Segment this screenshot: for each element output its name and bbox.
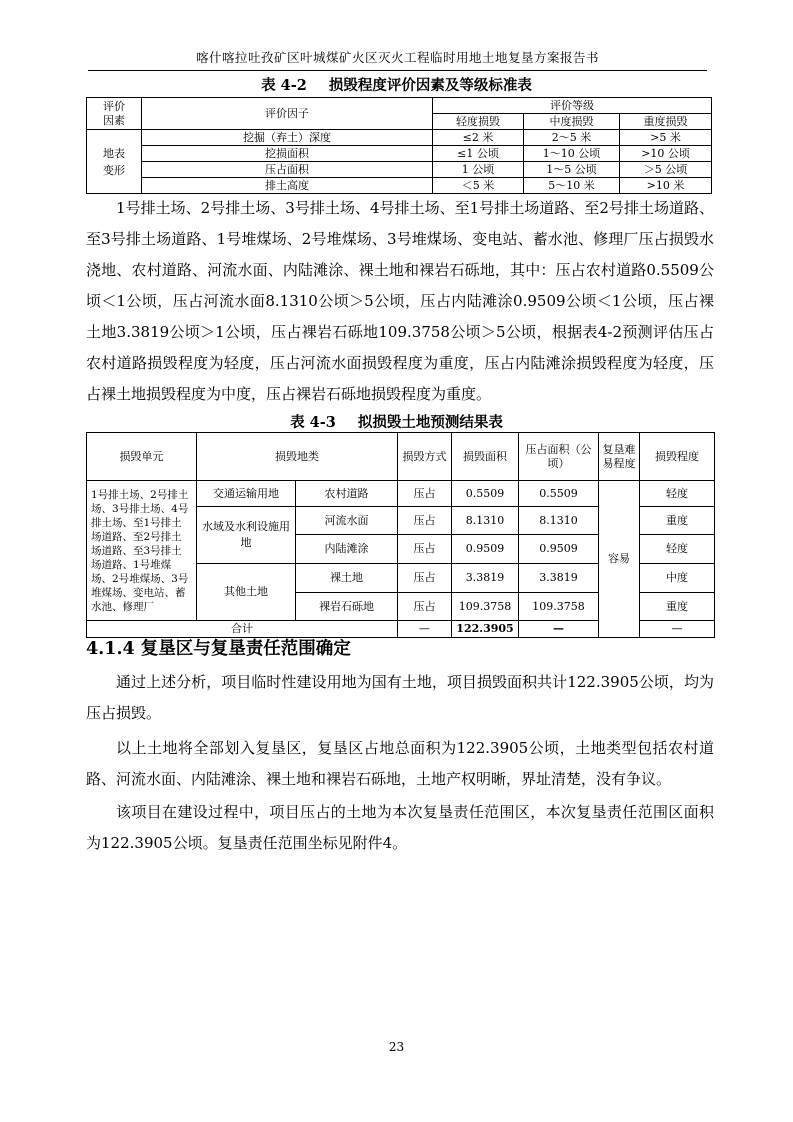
t42-cell: 1～5 公顷 xyxy=(524,162,620,178)
t43-method: 压占 xyxy=(398,593,452,621)
t43-head-method: 损毁方式 xyxy=(398,433,452,481)
t43-total-label: 合计 xyxy=(87,621,398,638)
t43-head-degree: 损毁程度 xyxy=(640,433,715,481)
t42-cell: ≤2 米 xyxy=(433,130,524,146)
paragraph-1: 1号排土场、2号排土场、3号排土场、4号排土场、至1号排土场道路、至2号排土场道路、至3号排土场道路、1号堆煤场、2号堆煤场、3号堆煤场、变电站、蓄水池、修理厂压占损毁水浇地、农村道路、河流水面、内陆滩涂、裸土地和裸岩石砾地，其中：压占农村道路0.5509公顷＜1公顷，压占河流水面8.1310公顷＞5公顷，压占内陆滩涂0.9509公顷＜1公顷，压占裸土地3.3819公顷＞1公顷，压占裸岩石砾地109.3758公顷＞5公顷，根据表4-2预测评估压占农村道路损毁程度为轻度，压占河流水面损毁程度为重度，压占内陆滩涂损毁程度为轻度，压占裸土地损毁程度为中度，压占裸岩石砾地损毁程度为重度。 xyxy=(86,199,714,403)
t43-total-pressed: — xyxy=(519,621,599,638)
t42-cell: ＜5 米 xyxy=(433,178,524,194)
t43-method: 压占 xyxy=(398,564,452,593)
t42-factor: 挖掘（弃土）深度 xyxy=(142,130,433,146)
paragraph-2: 通过上述分析，项目临时性建设用地为国有土地，项目损毁面积共计122.3905公顷，均为压占损毁。 xyxy=(86,673,714,722)
t43-pressed: 109.3758 xyxy=(519,593,599,621)
t43-pressed: 0.9509 xyxy=(519,535,599,564)
t42-factor: 排土高度 xyxy=(142,178,433,194)
t42-cell: ＞5 公顷 xyxy=(620,162,712,178)
t42-cell: 2～5 米 xyxy=(524,130,620,146)
paragraph-3: 以上土地将全部划入复垦区，复垦区占地总面积为122.3905公顷，土地类型包括农村道路、河流水面、内陆滩涂、裸土地和裸岩石砾地，土地产权明晰，界址清楚，没有争议。 xyxy=(86,739,714,788)
t42-cell: ≤1 公顷 xyxy=(433,146,524,162)
table-4-3-title: 拟损毁土地预测结果表 xyxy=(357,414,503,431)
t43-area: 0.5509 xyxy=(452,481,519,507)
t43-category-transport: 交通运输用地 xyxy=(197,481,296,507)
t43-total-degree: — xyxy=(640,621,715,638)
table-4-3-caption xyxy=(0,411,793,432)
t43-pressed: 8.1310 xyxy=(519,507,599,535)
table-4-2 xyxy=(86,97,712,194)
t43-degree: 重度 xyxy=(640,593,715,621)
table-4-2-title: 损毁程度评价因素及等级标准表 xyxy=(328,77,532,94)
t43-category-other: 其他土地 xyxy=(197,564,296,621)
t43-degree: 轻度 xyxy=(640,481,715,507)
t42-factor: 压占面积 xyxy=(142,162,433,178)
t42-group-label: 地表变形 xyxy=(87,130,142,194)
t42-factor: 挖损面积 xyxy=(142,146,433,162)
t43-degree: 轻度 xyxy=(640,535,715,564)
t42-grade-heavy: 重度损毁 xyxy=(620,114,712,130)
t42-cell: >10 公顷 xyxy=(620,146,712,162)
t43-total-method: — xyxy=(398,621,452,638)
t43-degree: 中度 xyxy=(640,564,715,593)
table-4-3-number: 表 4-3 xyxy=(290,414,336,431)
t43-degree: 重度 xyxy=(640,507,715,535)
t43-total-area: 122.3905 xyxy=(452,621,519,638)
table-4-3 xyxy=(86,432,715,638)
section-heading: 4.1.4 复垦区与复垦责任范围确定 xyxy=(86,639,351,659)
t43-head-pressed-area: 压占面积（公顷） xyxy=(519,433,599,481)
t43-unit-list: 1号排土场、2号排土场、3号排土场、4号排土场、至1号排土场道路、至2号排土场道路、至3号排土场道路、1号堆煤场、2号堆煤场、3号堆煤场、变电站、蓄水池、修理厂 xyxy=(87,481,197,621)
running-header: 喀什喀拉吐孜矿区叶城煤矿火区灭火工程临时用地土地复垦方案报告书 xyxy=(88,48,707,71)
t42-cell: 1～10 公顷 xyxy=(524,146,620,162)
t43-method: 压占 xyxy=(398,507,452,535)
t43-head-difficulty: 复垦难易程度 xyxy=(599,433,640,481)
t43-head-area: 损毁面积 xyxy=(452,433,519,481)
t43-head-land-type: 损毁地类 xyxy=(197,433,398,481)
t43-subtype: 裸土地 xyxy=(296,564,398,593)
t43-pressed: 3.3819 xyxy=(519,564,599,593)
t43-area: 109.3758 xyxy=(452,593,519,621)
t42-cell: >10 米 xyxy=(620,178,712,194)
t42-head-factor: 评价因子 xyxy=(142,98,433,130)
t43-subtype: 农村道路 xyxy=(296,481,398,507)
t43-pressed: 0.5509 xyxy=(519,481,599,507)
t43-method: 压占 xyxy=(398,535,452,564)
t43-area: 3.3819 xyxy=(452,564,519,593)
table-4-2-number: 表 4-2 xyxy=(261,77,307,94)
t42-head-factor-group: 评价因素 xyxy=(87,98,142,130)
t43-difficulty: 容易 xyxy=(599,481,640,638)
t43-subtype: 裸岩石砾地 xyxy=(296,593,398,621)
t43-subtype: 内陆滩涂 xyxy=(296,535,398,564)
t42-cell: >5 米 xyxy=(620,130,712,146)
t42-cell: 1 公顷 xyxy=(433,162,524,178)
table-4-2-caption xyxy=(0,74,793,95)
t43-area: 8.1310 xyxy=(452,507,519,535)
t43-area: 0.9509 xyxy=(452,535,519,564)
t43-method: 压占 xyxy=(398,481,452,507)
paragraph-4: 该项目在建设过程中，项目压占的土地为本次复垦责任范围区，本次复垦责任范围区面积为122.3905公顷。复垦责任范围坐标见附件4。 xyxy=(86,803,714,852)
t42-grade-medium: 中度损毁 xyxy=(524,114,620,130)
t42-grade-light: 轻度损毁 xyxy=(433,114,524,130)
t43-category-water: 水域及水利设施用地 xyxy=(197,507,296,564)
t42-cell: 5～10 米 xyxy=(524,178,620,194)
t42-head-grade: 评价等级 xyxy=(433,98,712,114)
page-number: 23 xyxy=(388,1040,405,1054)
t43-subtype: 河流水面 xyxy=(296,507,398,535)
t43-head-unit: 损毁单元 xyxy=(87,433,197,481)
